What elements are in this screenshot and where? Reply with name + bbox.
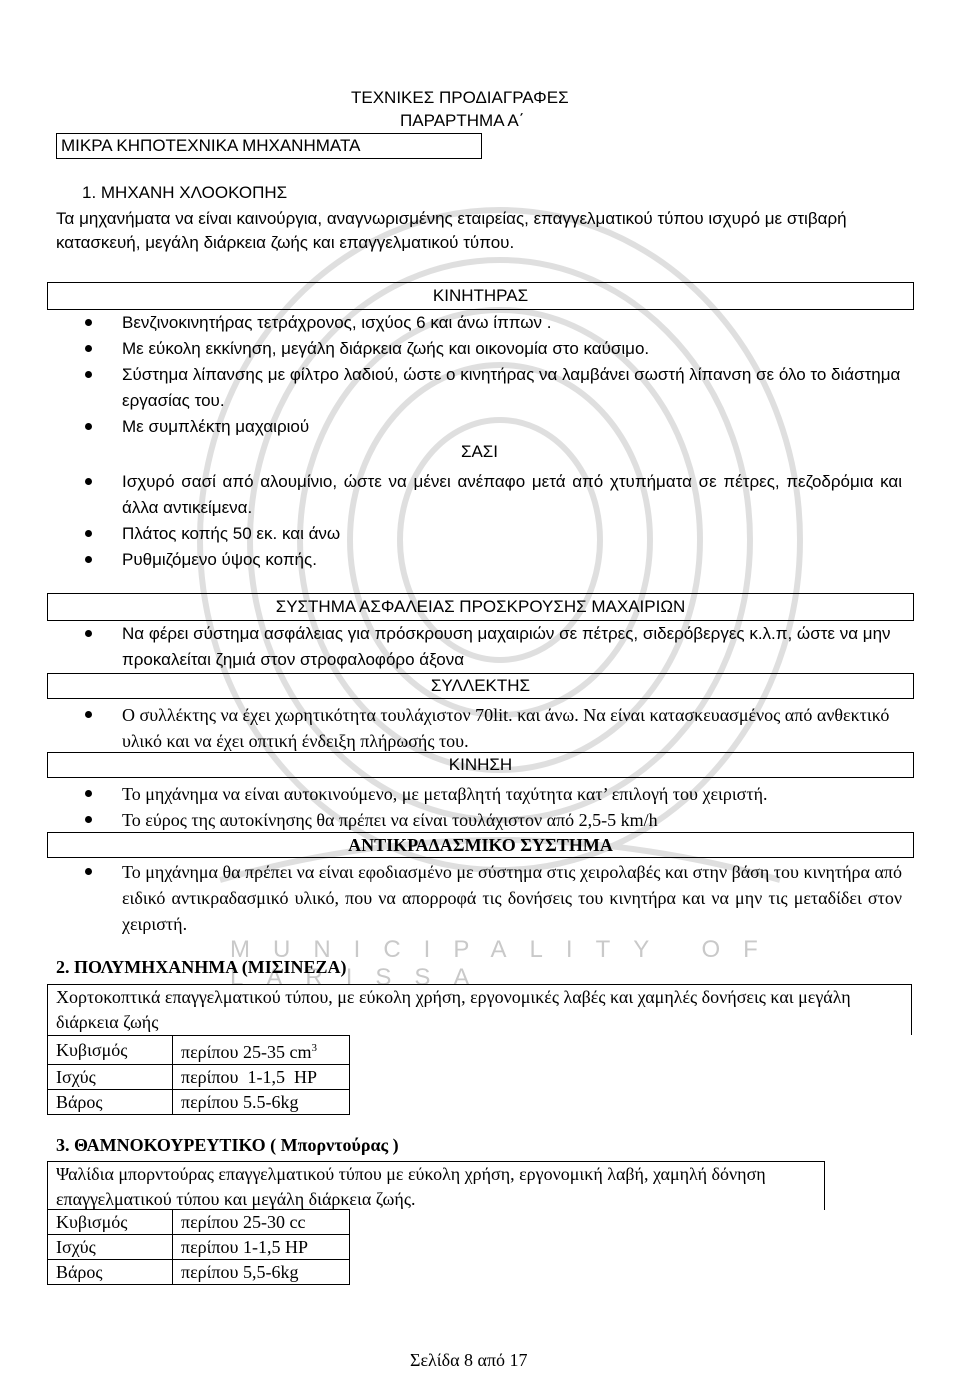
bullet-icon (85, 423, 92, 430)
annex-label: ΠΑΡΑΡΤΗΜΑ Α΄ (400, 111, 525, 130)
watermark-text: MUNICIPALITY OF LARISSA (230, 936, 781, 991)
motion-heading: ΚΙΝΗΣΗ (47, 752, 914, 778)
list-item: Με συμπλέκτη μαχαιριού (0, 414, 902, 440)
spec-value: περίπου 5,5-6kg (173, 1260, 350, 1285)
table-row (48, 1235, 350, 1260)
safety-heading: ΣΥΣΤΗΜΑ ΑΣΦΑΛΕΙΑΣ ΠΡΟΣΚΡΟΥΣΗΣ ΜΑΧΑΙΡΙΩΝ (47, 593, 914, 621)
list-item: Το μηχάνημα θα πρέπει να είναι εφοδιασμένο με σύστημα στις χειρολαβές και στην βάση του κινητήρα από ειδικό αντικραδασμικό υλικό, που να απορροφά τις δονήσεις του κινητήρα και να μην τις μεταδίδει στον χειριστή. (0, 859, 902, 937)
spec-value: περίπου 1-1,5 HP (173, 1065, 350, 1090)
spec-value: περίπου 25-35 $cm^3$ (173, 1036, 350, 1065)
bullet-icon (85, 630, 92, 637)
list-item: Το μηχάνημα να είναι αυτοκινούμενο, με μεταβλητή ταχύτητα κατ’ επιλογή του χειριστή. (0, 781, 902, 807)
section-1-title: 1. ΜΗΧΑΝΗ ΧΛΟΟΚΟΠΗΣ (82, 183, 288, 202)
bullet-icon (85, 530, 92, 537)
section-1-intro: Τα μηχανήματα να είναι καινούργια, αναγνωρισμένης εταιρείας, επαγγελματικού τύπου ισχυρό με στιβαρή κατασκευή, μεγάλη διάρκεια ζωής και επαγγελματικού τύπου. (56, 209, 847, 252)
spec-label: Κυβισμός (48, 1036, 173, 1065)
motion-list (0, 781, 902, 833)
section-3-title: 3. ΘΑΜΝΟΚΟΥΡΕΥΤΙΚΟ ( Μπορντούρας ) (56, 1135, 399, 1155)
safety-list (0, 621, 902, 673)
engine-list (0, 310, 902, 440)
bullet-icon (85, 790, 92, 797)
list-item: Με εύκολη εκκίνηση, μεγάλη διάρκεια ζωής και οικονομία στο καύσιμο. (0, 336, 902, 362)
table-row (48, 1210, 350, 1235)
vibration-list (0, 859, 902, 937)
section-3-description: Ψαλίδια μπορντούρας επαγγελματικού τύπου με εύκολη χρήση, εργονομική λαβή, χαμηλή δόνηση επαγγελματικού τύπου και μεγάλη διάρκεια ζωής. (47, 1161, 825, 1210)
collector-list (0, 702, 902, 754)
bullet-icon (85, 711, 92, 718)
bullet-icon (85, 478, 92, 485)
list-item: Να φέρει σύστημα ασφάλειας για πρόσκρουση μαχαιριών σε πέτρες, σιδερόβεργες κ.λ.π, ώστε να μην προκαλείται ζημιά στον στροφαλοφόρο άξονα (0, 621, 902, 673)
page-number: Σελίδα 8 από 17 (410, 1350, 528, 1370)
spec-value: περίπου 25-30 cc (173, 1210, 350, 1235)
spec-label: Ισχύς (48, 1065, 173, 1090)
list-item: Πλάτος κοπής 50 εκ. και άνω (0, 521, 902, 547)
bullet-icon (85, 816, 92, 823)
chassis-heading: ΣΑΣΙ (460, 442, 499, 461)
engine-heading: ΚΙΝΗΤΗΡΑΣ (47, 282, 914, 310)
section-3-specs-table (47, 1209, 350, 1285)
table-row (48, 1036, 350, 1065)
spec-label: Βάρος (48, 1260, 173, 1285)
category-title: ΜΙΚΡΑ ΚΗΠΟΤΕΧΝΙΚΑ ΜΗΧΑΝΗΜΑΤΑ (56, 133, 482, 159)
document-title: ΤΕΧΝΙΚΕΣ ΠΡΟΔΙΑΓΡΑΦΕΣ (351, 88, 569, 107)
bullet-icon (85, 319, 92, 326)
section-2-description: Χορτοκοπτικά επαγγελματικού τύπου, με εύκολη χρήση, εργονομικές λαβές και χαμηλές δονήσεις και μεγάλη διάρκεια ζωής (47, 984, 912, 1035)
section-2-specs-table (47, 1035, 350, 1115)
section-2-title: 2. ΠΟΛΥΜΗΧΑΝΗΜΑ (ΜΙΣΙΝΕΖΑ) (56, 957, 347, 977)
table-row (48, 1065, 350, 1090)
spec-value: περίπου 1-1,5 HP (173, 1235, 350, 1260)
list-item: Ο συλλέκτης να έχει χωρητικότητα τουλάχιστον 70lit. και άνω. Να είναι κατασκευασμένος από ανθεκτικό υλικό και να έχει οπτική ένδειξη πλήρωσής του. (0, 702, 902, 754)
list-item: Ισχυρό σασί από αλουμίνιο, ώστε να μένει ανέπαφο μετά από χτυπήματα σε πέτρες, πεζοδρόμια και άλλα αντικείμενα. (0, 469, 902, 521)
list-item: Σύστημα λίπανσης με φίλτρο λαδιού, ώστε ο κινητήρας να λαμβάνει σωστή λίπανση σε όλο το διάστημα εργασίας του. (0, 362, 902, 414)
collector-heading: ΣΥΛΛΕΚΤΗΣ (47, 673, 914, 699)
spec-label: Ισχύς (48, 1235, 173, 1260)
spec-value: περίπου 5.5-6kg (173, 1090, 350, 1115)
list-item: Ρυθμιζόμενο ύψος κοπής. (0, 547, 902, 573)
bullet-icon (85, 868, 92, 875)
list-item: Το εύρος της αυτοκίνησης θα πρέπει να είναι τουλάχιστον από 2,5-5 km/h (0, 807, 902, 833)
vibration-heading: ΑΝΤΙΚΡΑΔΑΣΜΙΚΟ ΣΥΣΤΗΜΑ (47, 832, 914, 858)
bullet-icon (85, 345, 92, 352)
list-item: Βενζινοκινητήρας τετράχρονος, ισχύος 6 και άνω ίππων . (0, 310, 902, 336)
spec-label: Κυβισμός (48, 1210, 173, 1235)
bullet-icon (85, 556, 92, 563)
spec-label: Βάρος (48, 1090, 173, 1115)
chassis-list (0, 469, 902, 573)
table-row (48, 1260, 350, 1285)
bullet-icon (85, 371, 92, 378)
table-row (48, 1090, 350, 1115)
